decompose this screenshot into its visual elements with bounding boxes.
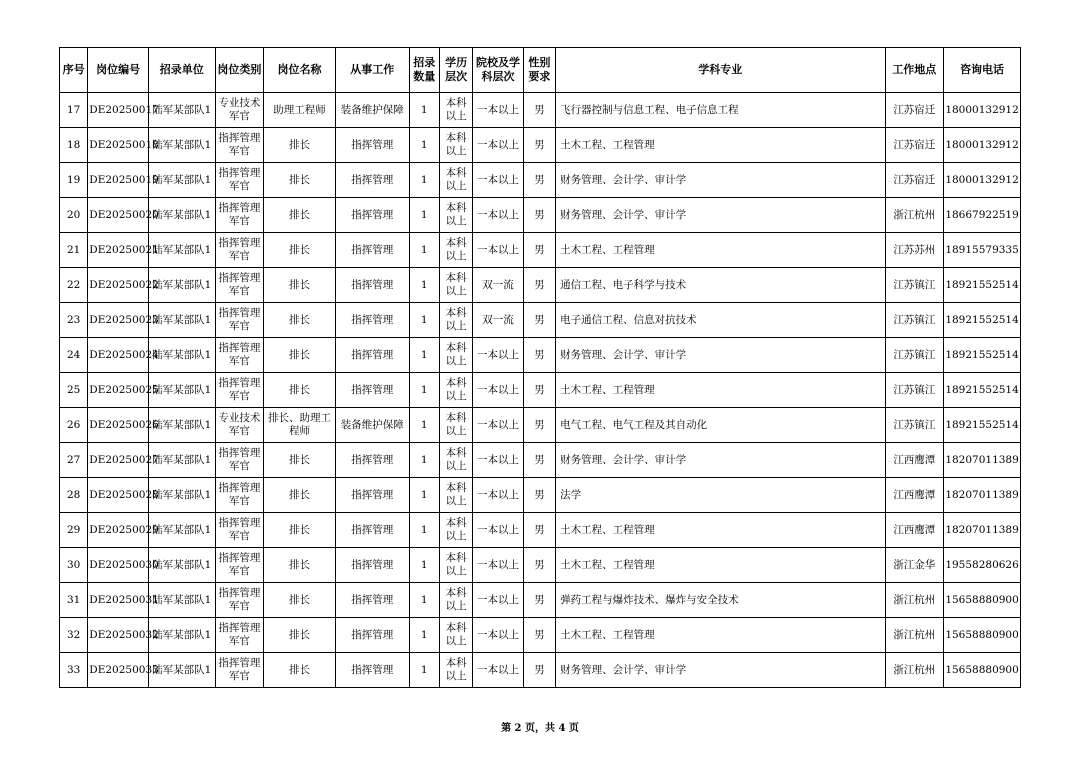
- cell-quantity: 1: [409, 338, 439, 373]
- cell-position-code: DE20250021: [88, 233, 149, 268]
- cell-phone: 19558280626: [944, 548, 1021, 583]
- cell-major: 土木工程、工程管理: [556, 373, 885, 408]
- header-phone: 咨询电话: [944, 48, 1021, 93]
- cell-recruiting-unit: 陆军某部队1: [148, 548, 215, 583]
- cell-school-level: 一本以上: [473, 443, 524, 478]
- cell-education: 本科以上: [439, 373, 472, 408]
- cell-recruiting-unit: 陆军某部队1: [148, 268, 215, 303]
- cell-work-duty: 指挥管理: [335, 198, 409, 233]
- cell-quantity: 1: [409, 548, 439, 583]
- cell-gender: 男: [523, 128, 555, 163]
- cell-location: 浙江金华: [885, 548, 944, 583]
- cell-index: 17: [60, 93, 88, 128]
- cell-index: 18: [60, 128, 88, 163]
- cell-position-code: DE20250028: [88, 478, 149, 513]
- cell-gender: 男: [523, 268, 555, 303]
- cell-phone: 18921552514: [944, 373, 1021, 408]
- cell-quantity: 1: [409, 513, 439, 548]
- table-row: [60, 93, 1021, 128]
- cell-position-name: 排长: [264, 443, 336, 478]
- cell-work-duty: 指挥管理: [335, 653, 409, 688]
- table-row: [60, 198, 1021, 233]
- cell-work-duty: 指挥管理: [335, 513, 409, 548]
- cell-position-code: DE20250029: [88, 513, 149, 548]
- cell-phone: 18667922519: [944, 198, 1021, 233]
- cell-position-name: 排长: [264, 198, 336, 233]
- table-body: [60, 93, 1021, 688]
- cell-position-name: 排长: [264, 618, 336, 653]
- cell-work-duty: 指挥管理: [335, 233, 409, 268]
- cell-school-level: 一本以上: [473, 548, 524, 583]
- cell-location: 江苏苏州: [885, 233, 944, 268]
- cell-position-category: 指挥管理军官: [215, 548, 264, 583]
- table-header-row: [60, 48, 1021, 93]
- cell-position-category: 指挥管理军官: [215, 443, 264, 478]
- cell-work-duty: 指挥管理: [335, 163, 409, 198]
- cell-location: 浙江杭州: [885, 618, 944, 653]
- cell-gender: 男: [523, 93, 555, 128]
- cell-gender: 男: [523, 443, 555, 478]
- cell-gender: 男: [523, 233, 555, 268]
- cell-index: 29: [60, 513, 88, 548]
- cell-school-level: 一本以上: [473, 233, 524, 268]
- cell-phone: 18207011389: [944, 478, 1021, 513]
- cell-position-code: DE20250017: [88, 93, 149, 128]
- cell-recruiting-unit: 陆军某部队1: [148, 338, 215, 373]
- cell-major: 财务管理、会计学、审计学: [556, 198, 885, 233]
- cell-position-name: 排长: [264, 583, 336, 618]
- cell-quantity: 1: [409, 443, 439, 478]
- cell-education: 本科以上: [439, 443, 472, 478]
- cell-major: 飞行器控制与信息工程、电子信息工程: [556, 93, 885, 128]
- cell-education: 本科以上: [439, 93, 472, 128]
- cell-work-duty: 指挥管理: [335, 583, 409, 618]
- cell-education: 本科以上: [439, 653, 472, 688]
- cell-recruiting-unit: 陆军某部队1: [148, 163, 215, 198]
- header-position-category: 岗位类别: [215, 48, 264, 93]
- cell-phone: 18207011389: [944, 513, 1021, 548]
- table-row: [60, 233, 1021, 268]
- cell-position-name: 排长: [264, 373, 336, 408]
- cell-position-category: 专业技术军官: [215, 408, 264, 443]
- cell-location: 江西鹰潭: [885, 478, 944, 513]
- cell-work-duty: 指挥管理: [335, 548, 409, 583]
- cell-index: 31: [60, 583, 88, 618]
- cell-quantity: 1: [409, 93, 439, 128]
- cell-position-name: 排长: [264, 513, 336, 548]
- header-recruiting-unit: 招录单位: [148, 48, 215, 93]
- cell-gender: 男: [523, 338, 555, 373]
- cell-position-category: 指挥管理军官: [215, 513, 264, 548]
- cell-school-level: 一本以上: [473, 338, 524, 373]
- table-row: [60, 478, 1021, 513]
- table-row: [60, 443, 1021, 478]
- table-row: [60, 373, 1021, 408]
- cell-major: 电气工程、电气工程及其自动化: [556, 408, 885, 443]
- cell-work-duty: 指挥管理: [335, 478, 409, 513]
- cell-major: 财务管理、会计学、审计学: [556, 443, 885, 478]
- cell-school-level: 一本以上: [473, 583, 524, 618]
- cell-gender: 男: [523, 373, 555, 408]
- header-quantity: 招录数量: [409, 48, 439, 93]
- cell-major: 通信工程、电子科学与技术: [556, 268, 885, 303]
- cell-major: 土木工程、工程管理: [556, 618, 885, 653]
- cell-index: 24: [60, 338, 88, 373]
- cell-quantity: 1: [409, 303, 439, 338]
- cell-position-name: 排长: [264, 653, 336, 688]
- cell-position-code: DE20250032: [88, 618, 149, 653]
- cell-position-category: 指挥管理军官: [215, 128, 264, 163]
- cell-index: 30: [60, 548, 88, 583]
- header-major: 学科专业: [556, 48, 885, 93]
- cell-major: 弹药工程与爆炸技术、爆炸与安全技术: [556, 583, 885, 618]
- cell-work-duty: 指挥管理: [335, 303, 409, 338]
- cell-position-category: 指挥管理军官: [215, 338, 264, 373]
- cell-work-duty: 指挥管理: [335, 268, 409, 303]
- cell-work-duty: 指挥管理: [335, 338, 409, 373]
- cell-school-level: 一本以上: [473, 618, 524, 653]
- cell-index: 21: [60, 233, 88, 268]
- cell-education: 本科以上: [439, 268, 472, 303]
- cell-education: 本科以上: [439, 408, 472, 443]
- cell-index: 26: [60, 408, 88, 443]
- cell-education: 本科以上: [439, 233, 472, 268]
- cell-position-name: 排长: [264, 128, 336, 163]
- cell-quantity: 1: [409, 163, 439, 198]
- cell-quantity: 1: [409, 653, 439, 688]
- cell-position-code: DE20250018: [88, 128, 149, 163]
- cell-major: 财务管理、会计学、审计学: [556, 653, 885, 688]
- cell-education: 本科以上: [439, 548, 472, 583]
- cell-position-category: 指挥管理军官: [215, 653, 264, 688]
- cell-location: 浙江杭州: [885, 198, 944, 233]
- cell-position-code: DE20250031: [88, 583, 149, 618]
- cell-location: 江苏镇江: [885, 373, 944, 408]
- cell-position-code: DE20250025: [88, 373, 149, 408]
- cell-major: 电子通信工程、信息对抗技术: [556, 303, 885, 338]
- header-location: 工作地点: [885, 48, 944, 93]
- cell-education: 本科以上: [439, 338, 472, 373]
- cell-phone: 18000132912: [944, 128, 1021, 163]
- cell-position-name: 排长: [264, 233, 336, 268]
- header-education: 学历层次: [439, 48, 472, 93]
- cell-school-level: 一本以上: [473, 198, 524, 233]
- cell-index: 23: [60, 303, 88, 338]
- cell-quantity: 1: [409, 268, 439, 303]
- cell-position-name: 排长: [264, 548, 336, 583]
- cell-major: 土木工程、工程管理: [556, 128, 885, 163]
- cell-quantity: 1: [409, 618, 439, 653]
- cell-position-code: DE20250023: [88, 303, 149, 338]
- cell-quantity: 1: [409, 128, 439, 163]
- cell-recruiting-unit: 陆军某部队1: [148, 198, 215, 233]
- cell-phone: 18000132912: [944, 163, 1021, 198]
- cell-location: 江苏宿迁: [885, 93, 944, 128]
- header-position-name: 岗位名称: [264, 48, 336, 93]
- header-index: 序号: [60, 48, 88, 93]
- header-gender: 性别要求: [523, 48, 555, 93]
- cell-position-name: 排长、助理工程师: [264, 408, 336, 443]
- cell-position-category: 指挥管理军官: [215, 268, 264, 303]
- cell-gender: 男: [523, 303, 555, 338]
- cell-location: 江西鹰潭: [885, 443, 944, 478]
- cell-position-category: 指挥管理军官: [215, 583, 264, 618]
- cell-school-level: 双一流: [473, 268, 524, 303]
- cell-quantity: 1: [409, 583, 439, 618]
- cell-phone: 18921552514: [944, 408, 1021, 443]
- cell-recruiting-unit: 陆军某部队1: [148, 653, 215, 688]
- table-row: [60, 163, 1021, 198]
- cell-recruiting-unit: 陆军某部队1: [148, 583, 215, 618]
- cell-work-duty: 装备维护保障: [335, 408, 409, 443]
- header-school-level: 院校及学科层次: [473, 48, 524, 93]
- cell-position-category: 指挥管理军官: [215, 163, 264, 198]
- cell-phone: 18915579335: [944, 233, 1021, 268]
- cell-school-level: 一本以上: [473, 93, 524, 128]
- table-row: [60, 303, 1021, 338]
- cell-quantity: 1: [409, 408, 439, 443]
- cell-major: 财务管理、会计学、审计学: [556, 163, 885, 198]
- cell-phone: 15658880900: [944, 653, 1021, 688]
- cell-recruiting-unit: 陆军某部队1: [148, 233, 215, 268]
- table-row: [60, 548, 1021, 583]
- cell-location: 江苏镇江: [885, 303, 944, 338]
- cell-education: 本科以上: [439, 618, 472, 653]
- cell-major: 土木工程、工程管理: [556, 548, 885, 583]
- cell-position-name: 排长: [264, 338, 336, 373]
- cell-recruiting-unit: 陆军某部队1: [148, 408, 215, 443]
- cell-work-duty: 指挥管理: [335, 618, 409, 653]
- cell-recruiting-unit: 陆军某部队1: [148, 618, 215, 653]
- cell-position-name: 排长: [264, 478, 336, 513]
- cell-school-level: 一本以上: [473, 408, 524, 443]
- table-row: [60, 583, 1021, 618]
- cell-education: 本科以上: [439, 303, 472, 338]
- cell-location: 浙江杭州: [885, 653, 944, 688]
- cell-quantity: 1: [409, 233, 439, 268]
- cell-gender: 男: [523, 653, 555, 688]
- cell-recruiting-unit: 陆军某部队1: [148, 373, 215, 408]
- cell-recruiting-unit: 陆军某部队1: [148, 93, 215, 128]
- cell-gender: 男: [523, 513, 555, 548]
- cell-major: 土木工程、工程管理: [556, 233, 885, 268]
- cell-recruiting-unit: 陆军某部队1: [148, 513, 215, 548]
- cell-education: 本科以上: [439, 163, 472, 198]
- cell-location: 江苏宿迁: [885, 163, 944, 198]
- cell-gender: 男: [523, 548, 555, 583]
- cell-position-category: 指挥管理军官: [215, 233, 264, 268]
- header-position-code: 岗位编号: [88, 48, 149, 93]
- cell-phone: 18921552514: [944, 303, 1021, 338]
- cell-school-level: 一本以上: [473, 373, 524, 408]
- cell-location: 江苏镇江: [885, 338, 944, 373]
- cell-work-duty: 装备维护保障: [335, 93, 409, 128]
- cell-position-code: DE20250026: [88, 408, 149, 443]
- cell-recruiting-unit: 陆军某部队1: [148, 478, 215, 513]
- cell-recruiting-unit: 陆军某部队1: [148, 303, 215, 338]
- cell-index: 32: [60, 618, 88, 653]
- cell-gender: 男: [523, 163, 555, 198]
- cell-index: 25: [60, 373, 88, 408]
- cell-school-level: 一本以上: [473, 163, 524, 198]
- cell-location: 江苏宿迁: [885, 128, 944, 163]
- cell-recruiting-unit: 陆军某部队1: [148, 443, 215, 478]
- table-row: [60, 618, 1021, 653]
- cell-phone: 18207011389: [944, 443, 1021, 478]
- cell-position-code: DE20250022: [88, 268, 149, 303]
- cell-position-category: 指挥管理军官: [215, 198, 264, 233]
- cell-position-code: DE20250030: [88, 548, 149, 583]
- table-row: [60, 513, 1021, 548]
- cell-position-code: DE20250033: [88, 653, 149, 688]
- cell-education: 本科以上: [439, 478, 472, 513]
- cell-gender: 男: [523, 408, 555, 443]
- recruitment-table: [59, 47, 1021, 688]
- cell-quantity: 1: [409, 198, 439, 233]
- cell-location: 江苏镇江: [885, 408, 944, 443]
- cell-index: 33: [60, 653, 88, 688]
- cell-work-duty: 指挥管理: [335, 443, 409, 478]
- cell-position-category: 专业技术军官: [215, 93, 264, 128]
- cell-work-duty: 指挥管理: [335, 373, 409, 408]
- cell-quantity: 1: [409, 373, 439, 408]
- cell-major: 土木工程、工程管理: [556, 513, 885, 548]
- cell-school-level: 一本以上: [473, 513, 524, 548]
- table-row: [60, 408, 1021, 443]
- cell-position-name: 排长: [264, 303, 336, 338]
- cell-education: 本科以上: [439, 583, 472, 618]
- cell-phone: 18000132912: [944, 93, 1021, 128]
- cell-phone: 18921552514: [944, 268, 1021, 303]
- cell-gender: 男: [523, 478, 555, 513]
- cell-quantity: 1: [409, 478, 439, 513]
- cell-school-level: 一本以上: [473, 128, 524, 163]
- cell-index: 19: [60, 163, 88, 198]
- cell-phone: 15658880900: [944, 583, 1021, 618]
- page-footer: 第 2 页，共 4 页: [501, 723, 579, 734]
- table-row: [60, 338, 1021, 373]
- cell-location: 江西鹰潭: [885, 513, 944, 548]
- cell-position-name: 助理工程师: [264, 93, 336, 128]
- cell-major: 财务管理、会计学、审计学: [556, 338, 885, 373]
- cell-education: 本科以上: [439, 128, 472, 163]
- cell-position-name: 排长: [264, 163, 336, 198]
- cell-gender: 男: [523, 618, 555, 653]
- cell-school-level: 一本以上: [473, 653, 524, 688]
- cell-index: 27: [60, 443, 88, 478]
- cell-position-code: DE20250027: [88, 443, 149, 478]
- cell-school-level: 一本以上: [473, 478, 524, 513]
- cell-position-name: 排长: [264, 268, 336, 303]
- cell-education: 本科以上: [439, 198, 472, 233]
- table-row: [60, 268, 1021, 303]
- cell-position-category: 指挥管理军官: [215, 618, 264, 653]
- cell-education: 本科以上: [439, 513, 472, 548]
- cell-position-code: DE20250020: [88, 198, 149, 233]
- cell-work-duty: 指挥管理: [335, 128, 409, 163]
- cell-position-code: DE20250019: [88, 163, 149, 198]
- cell-phone: 18921552514: [944, 338, 1021, 373]
- cell-school-level: 双一流: [473, 303, 524, 338]
- cell-position-code: DE20250024: [88, 338, 149, 373]
- header-work-duty: 从事工作: [335, 48, 409, 93]
- cell-gender: 男: [523, 198, 555, 233]
- cell-position-category: 指挥管理军官: [215, 303, 264, 338]
- cell-index: 22: [60, 268, 88, 303]
- cell-phone: 15658880900: [944, 618, 1021, 653]
- cell-position-category: 指挥管理军官: [215, 478, 264, 513]
- cell-gender: 男: [523, 583, 555, 618]
- cell-index: 20: [60, 198, 88, 233]
- cell-major: 法学: [556, 478, 885, 513]
- table-row: [60, 653, 1021, 688]
- cell-location: 浙江杭州: [885, 583, 944, 618]
- cell-index: 28: [60, 478, 88, 513]
- cell-recruiting-unit: 陆军某部队1: [148, 128, 215, 163]
- table-row: [60, 128, 1021, 163]
- cell-location: 江苏镇江: [885, 268, 944, 303]
- cell-position-category: 指挥管理军官: [215, 373, 264, 408]
